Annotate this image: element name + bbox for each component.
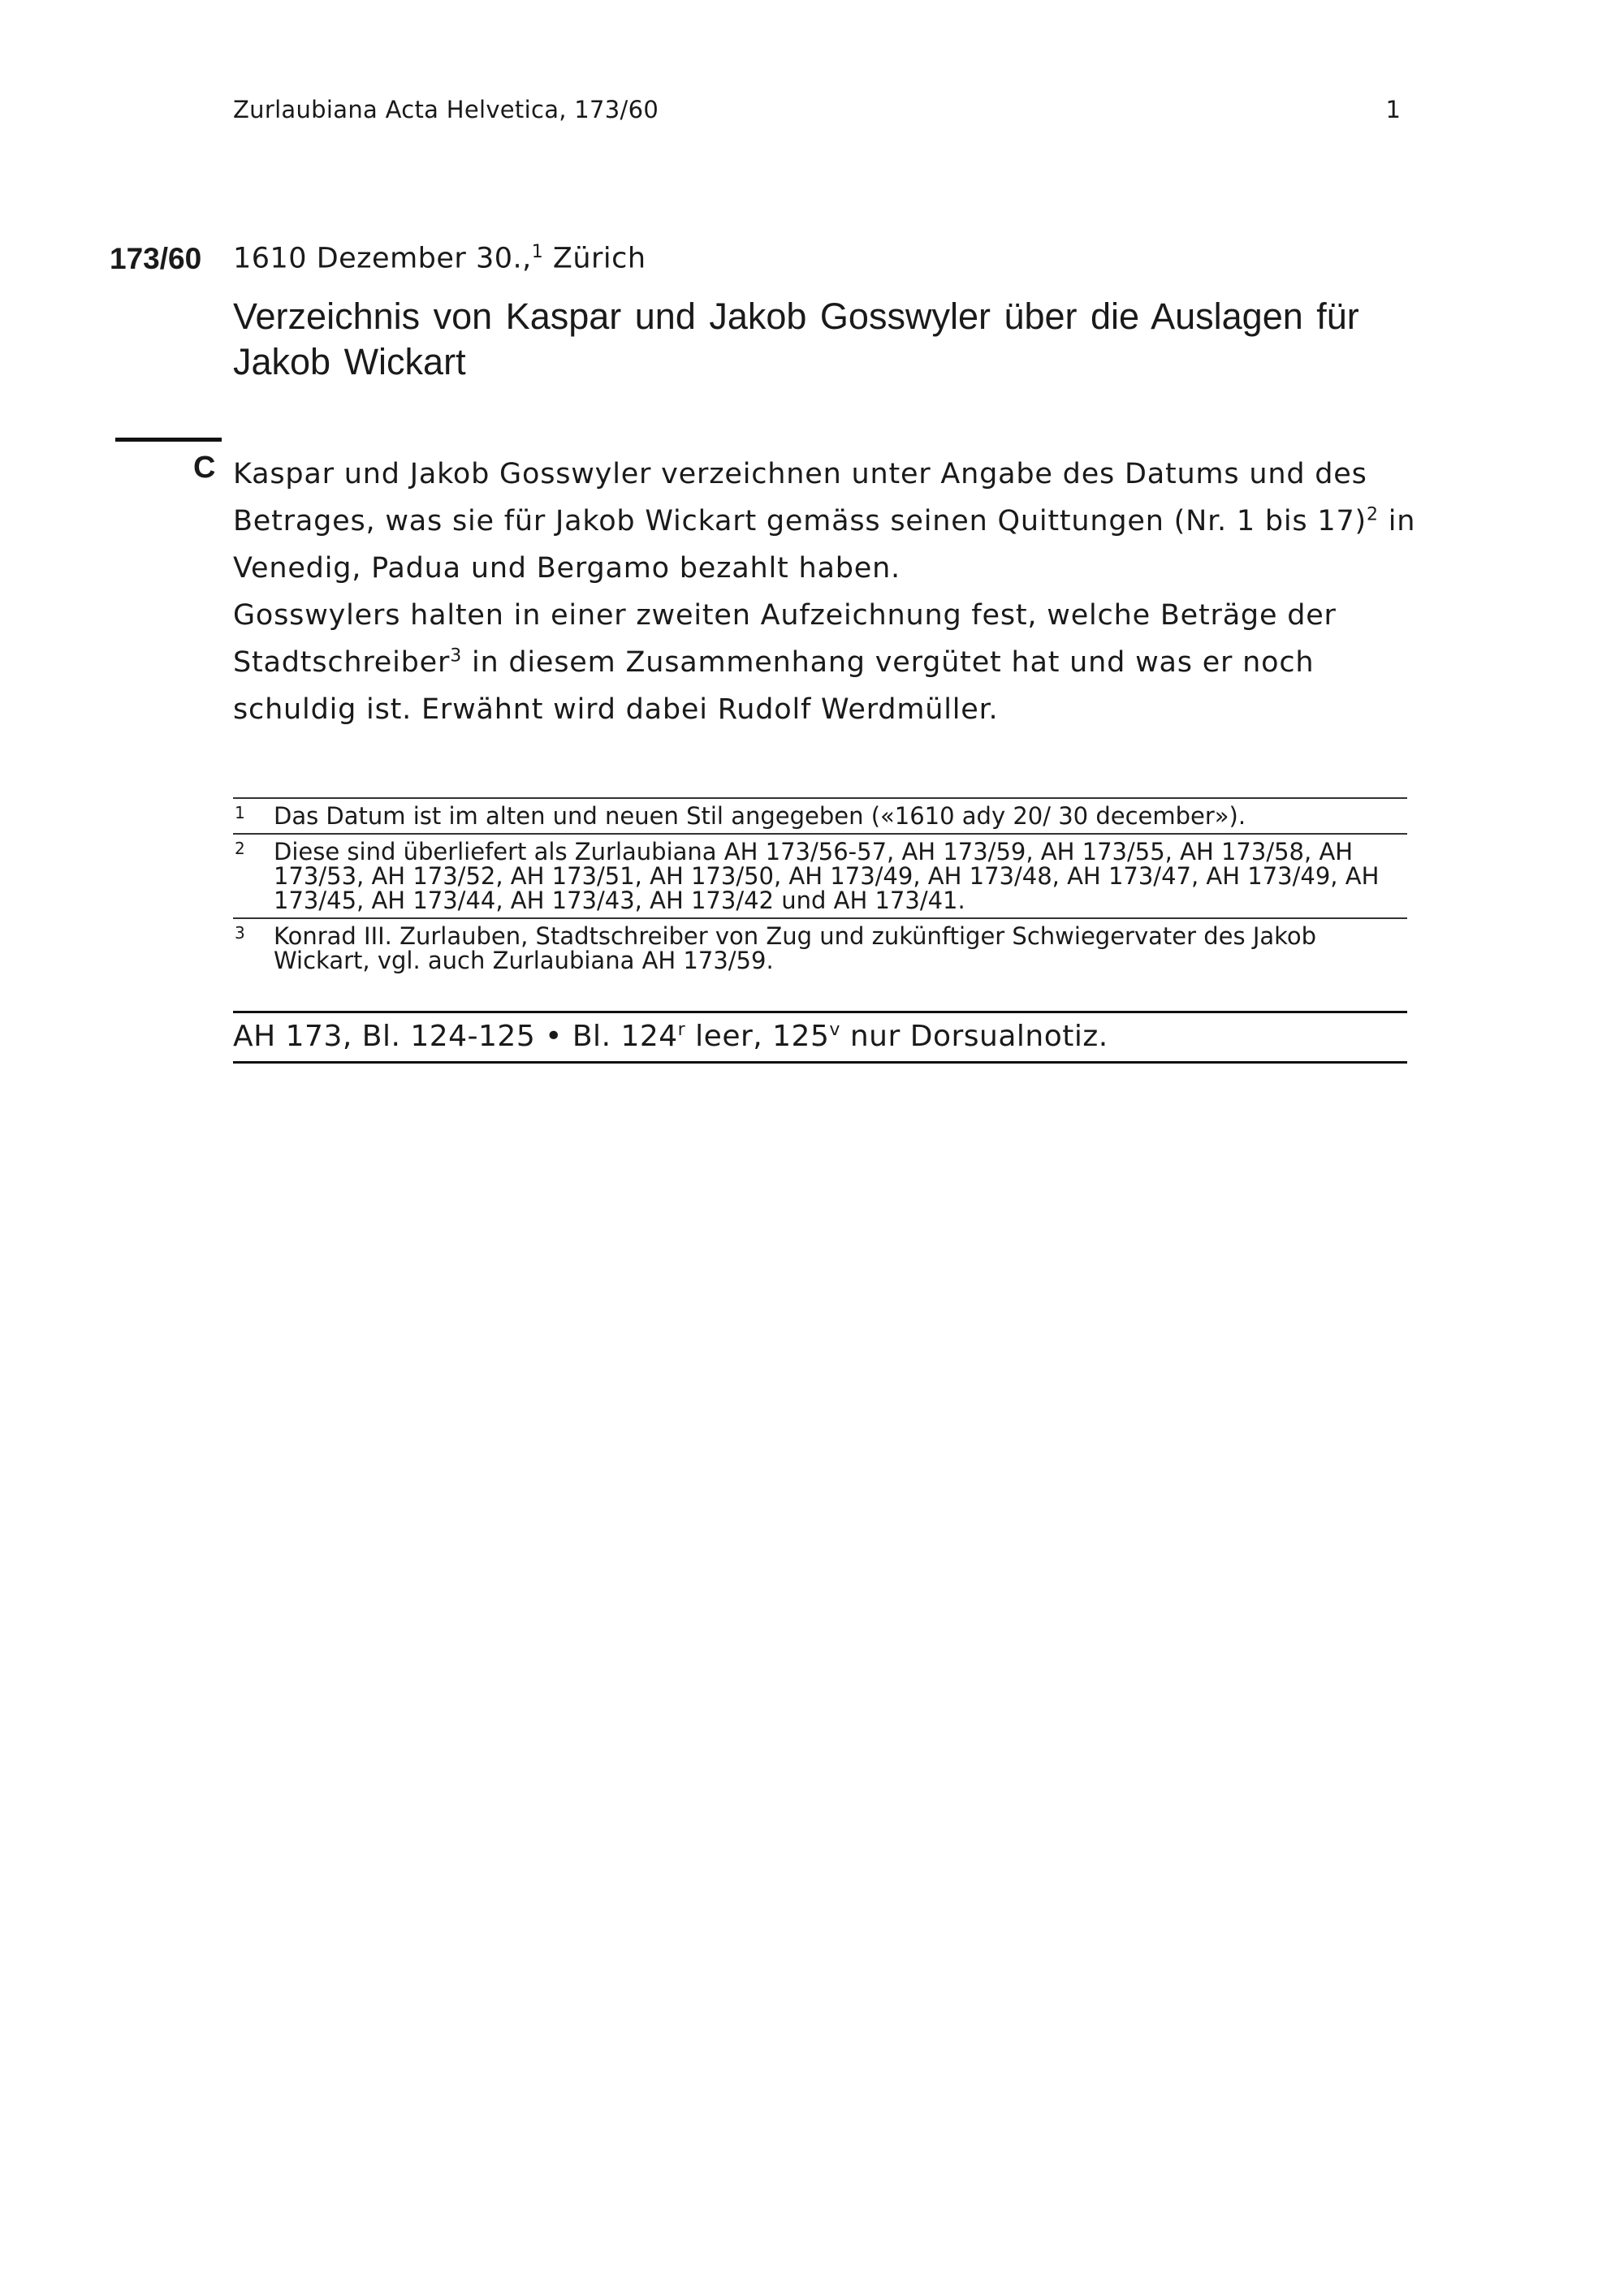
page-number: 1 (1385, 96, 1401, 123)
footnote (233, 833, 1407, 917)
footnote-ref: 3 (450, 645, 463, 667)
footnote-mark: 1 (235, 803, 245, 822)
regest-paragraph (233, 451, 1419, 592)
footnote (233, 797, 1407, 833)
regest-paragraph (233, 592, 1419, 733)
section-rule (115, 438, 222, 442)
source-text: AH 173, Bl. 124-125 • Bl. 124 (233, 1020, 678, 1053)
verso-mark: v (829, 1020, 840, 1040)
document-number: 173/60 (110, 242, 202, 275)
source-line (233, 1011, 1407, 1064)
footnote-text: Konrad III. Zurlauben, Stadtschreiber von Zug und zukünftiger Schwiegervater des Jakob Wickart, vgl. auch Zurlaubiana AH 173/59. (274, 922, 1317, 974)
document-date: 1610 Dezember 30., (233, 242, 532, 275)
regest-marker: C (193, 451, 216, 485)
source-text: leer, 125 (685, 1020, 830, 1053)
source-text: nur Dorsualnotiz. (840, 1020, 1108, 1053)
footnote (233, 917, 1407, 978)
footnote-text: Diese sind überliefert als Zurlaubiana AH 173/56-57, AH 173/59, AH 173/55, AH 173/58, AH 173/53, AH 173/52, AH 173/51, AH 173/50, AH 173/49, AH 173/48, AH 173/47, AH 173/49, AH 173/45, AH 173/44, AH 173/43, AH 173/42 und AH 173/41. (274, 838, 1380, 914)
footnote-mark: 2 (235, 839, 245, 858)
regest-text-part: in diesem Zusammenhang vergütet hat und was er noch schuldig ist. Erwähnt wird dabei Rudolf Werdmüller. (233, 646, 1315, 726)
footnote-text: Das Datum ist im alten und neuen Stil angegeben («1610 ady 20/ 30 december»). (274, 802, 1246, 830)
document-title: Verzeichnis von Kaspar und Jakob Gosswyler über die Auslagen für Jakob Wickart (233, 296, 1359, 382)
footnote-ref: 2 (1366, 504, 1379, 525)
footnotes (233, 797, 1407, 978)
regest-text-part: Gosswylers halten in einer zweiten Aufzeichnung fest, welche Beträge der Stadtschreiber (233, 599, 1337, 679)
recto-mark: r (677, 1020, 686, 1040)
running-head: Zurlaubiana Acta Helvetica, 173/60 (233, 96, 659, 123)
regest-text-part: in Venedig, Padua und Bergamo bezahlt haben. (233, 505, 1416, 585)
footnote-mark: 3 (235, 923, 245, 943)
document-place: Zürich (543, 242, 646, 275)
regest-text (233, 451, 1419, 733)
regest-text-part: Kaspar und Jakob Gosswyler verzeichnen unter Angabe des Datums und des Betrages, was sie für Jakob Wickart gemäss seinen Quittungen (Nr. 1 bis 17) (233, 458, 1367, 537)
date-line (233, 242, 646, 275)
footnote-ref: 1 (531, 242, 544, 262)
